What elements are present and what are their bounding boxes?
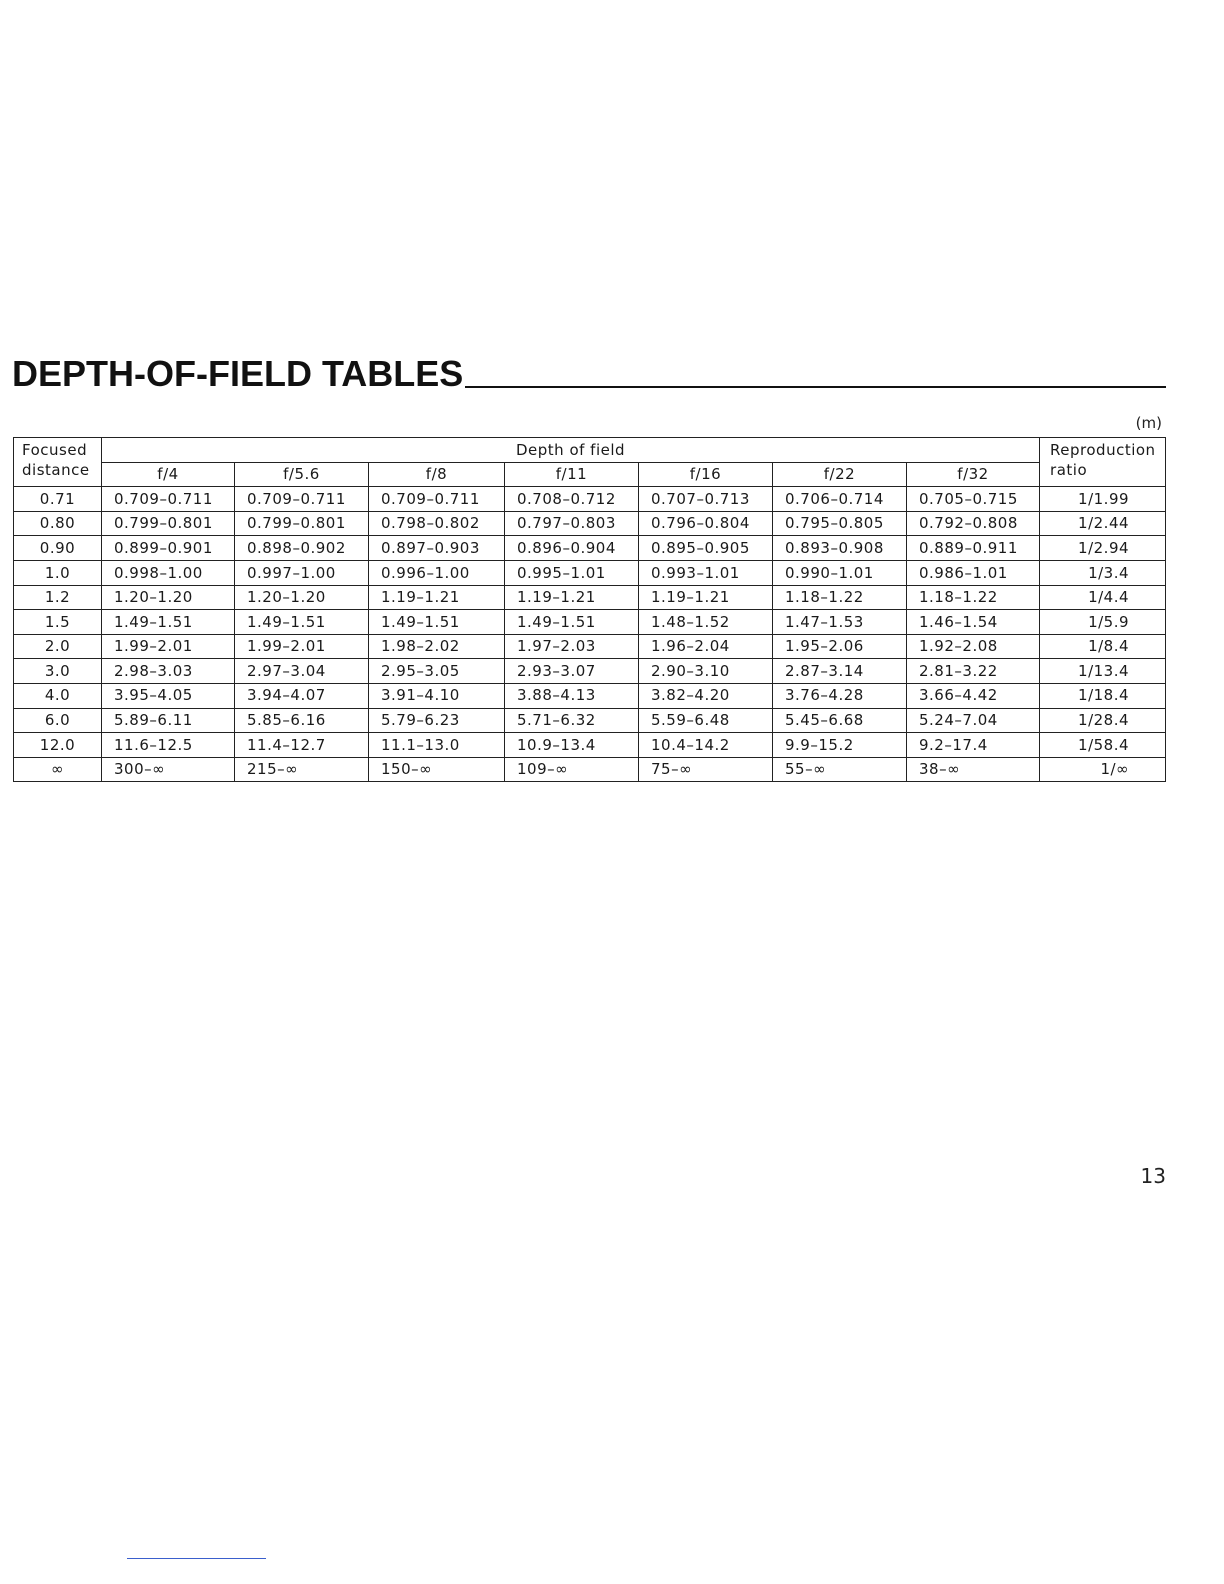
depth-range-cell: 5.89–6.11: [102, 708, 235, 733]
depth-range-cell: 1.19–1.21: [505, 585, 639, 610]
depth-range-cell: 2.95–3.05: [369, 659, 505, 684]
page-title: DEPTH-OF-FIELD TABLES: [12, 353, 464, 394]
depth-range-cell: 1.49–1.51: [369, 610, 505, 635]
focused-distance-cell: 2.0: [14, 634, 102, 659]
depth-range-cell: 2.98–3.03: [102, 659, 235, 684]
reproduction-ratio-cell: 1/8.4: [1040, 634, 1166, 659]
depth-range-cell: 9.2–17.4: [907, 733, 1040, 758]
depth-range-cell: 3.66–4.42: [907, 683, 1040, 708]
title-row: [12, 353, 1166, 394]
depth-range-cell: 1.20–1.20: [102, 585, 235, 610]
depth-range-cell: 11.4–12.7: [235, 733, 369, 758]
depth-range-cell: 11.1–13.0: [369, 733, 505, 758]
depth-range-cell: 0.708–0.712: [505, 487, 639, 512]
depth-range-cell: 0.895–0.905: [639, 536, 773, 561]
page-number: 13: [1140, 1164, 1166, 1188]
focused-distance-cell: 4.0: [14, 683, 102, 708]
depth-range-cell: 1.97–2.03: [505, 634, 639, 659]
focused-distance-cell: 1.5: [14, 610, 102, 635]
depth-range-cell: 0.899–0.901: [102, 536, 235, 561]
depth-range-cell: 0.993–1.01: [639, 560, 773, 585]
depth-range-cell: 38–∞: [907, 757, 1040, 782]
scan-line: [127, 1558, 266, 1559]
table-row: [14, 511, 1166, 536]
reproduction-ratio-header: [1040, 438, 1166, 487]
depth-range-cell: 3.88–4.13: [505, 683, 639, 708]
focused-distance-cell: 1.2: [14, 585, 102, 610]
table-row: [14, 659, 1166, 684]
aperture-header: f/5.6: [235, 462, 369, 487]
depth-range-cell: 0.990–1.01: [773, 560, 907, 585]
table-row: [14, 733, 1166, 758]
depth-range-cell: 0.792–0.808: [907, 511, 1040, 536]
unit-label: (m): [1135, 414, 1162, 432]
depth-range-cell: 0.709–0.711: [369, 487, 505, 512]
reproduction-ratio-cell: 1/13.4: [1040, 659, 1166, 684]
depth-range-cell: 1.49–1.51: [505, 610, 639, 635]
depth-range-cell: 0.896–0.904: [505, 536, 639, 561]
depth-range-cell: 3.82–4.20: [639, 683, 773, 708]
depth-of-field-table: [13, 437, 1166, 782]
depth-range-cell: 0.893–0.908: [773, 536, 907, 561]
reproduction-ratio-cell: 1/2.94: [1040, 536, 1166, 561]
depth-range-cell: 0.897–0.903: [369, 536, 505, 561]
depth-range-cell: 2.81–3.22: [907, 659, 1040, 684]
reproduction-ratio-cell: 1/28.4: [1040, 708, 1166, 733]
depth-range-cell: 11.6–12.5: [102, 733, 235, 758]
reproduction-ratio-cell: 1/∞: [1040, 757, 1166, 782]
aperture-header: f/11: [505, 462, 639, 487]
focused-distance-cell: 6.0: [14, 708, 102, 733]
table-row: [14, 585, 1166, 610]
depth-range-cell: 0.798–0.802: [369, 511, 505, 536]
depth-range-cell: 1.49–1.51: [102, 610, 235, 635]
table-row: [14, 560, 1166, 585]
reproduction-ratio-header-line1: Reproduction: [1050, 441, 1156, 459]
title-rule: [465, 386, 1166, 388]
depth-range-cell: 1.92–2.08: [907, 634, 1040, 659]
depth-range-cell: 150–∞: [369, 757, 505, 782]
aperture-header: f/22: [773, 462, 907, 487]
depth-range-cell: 5.24–7.04: [907, 708, 1040, 733]
reproduction-ratio-cell: 1/3.4: [1040, 560, 1166, 585]
table-row: [14, 757, 1166, 782]
focused-distance-cell: 1.0: [14, 560, 102, 585]
depth-range-cell: 0.795–0.805: [773, 511, 907, 536]
aperture-header: f/16: [639, 462, 773, 487]
focused-distance-cell: 3.0: [14, 659, 102, 684]
table-body: [14, 487, 1166, 782]
depth-range-cell: 0.796–0.804: [639, 511, 773, 536]
depth-range-cell: 0.705–0.715: [907, 487, 1040, 512]
depth-range-cell: 5.85–6.16: [235, 708, 369, 733]
depth-range-cell: 1.99–2.01: [235, 634, 369, 659]
reproduction-ratio-cell: 1/5.9: [1040, 610, 1166, 635]
depth-range-cell: 2.93–3.07: [505, 659, 639, 684]
depth-range-cell: 1.19–1.21: [639, 585, 773, 610]
depth-range-cell: 1.19–1.21: [369, 585, 505, 610]
depth-range-cell: 3.91–4.10: [369, 683, 505, 708]
focused-distance-cell: ∞: [14, 757, 102, 782]
depth-range-cell: 1.48–1.52: [639, 610, 773, 635]
depth-range-cell: 2.87–3.14: [773, 659, 907, 684]
reproduction-ratio-header-line2: ratio: [1050, 461, 1088, 479]
depth-range-cell: 0.996–1.00: [369, 560, 505, 585]
depth-range-cell: 0.997–1.00: [235, 560, 369, 585]
depth-range-cell: 0.707–0.713: [639, 487, 773, 512]
depth-range-cell: 5.45–6.68: [773, 708, 907, 733]
focused-distance-header-line2: distance: [22, 461, 90, 479]
aperture-header: f/8: [369, 462, 505, 487]
depth-range-cell: 2.97–3.04: [235, 659, 369, 684]
depth-range-cell: 5.79–6.23: [369, 708, 505, 733]
depth-range-cell: 0.706–0.714: [773, 487, 907, 512]
header-row-2: [14, 462, 1166, 487]
depth-range-cell: 300–∞: [102, 757, 235, 782]
reproduction-ratio-cell: 1/1.99: [1040, 487, 1166, 512]
focused-distance-cell: 0.90: [14, 536, 102, 561]
depth-range-cell: 5.71–6.32: [505, 708, 639, 733]
depth-range-cell: 3.94–4.07: [235, 683, 369, 708]
aperture-header: f/4: [102, 462, 235, 487]
aperture-header: f/32: [907, 462, 1040, 487]
depth-of-field-header: Depth of field: [102, 438, 1040, 463]
depth-range-cell: 75–∞: [639, 757, 773, 782]
reproduction-ratio-cell: 1/4.4: [1040, 585, 1166, 610]
depth-range-cell: 1.95–2.06: [773, 634, 907, 659]
depth-range-cell: 1.18–1.22: [907, 585, 1040, 610]
table-row: [14, 683, 1166, 708]
depth-range-cell: 5.59–6.48: [639, 708, 773, 733]
depth-range-cell: 0.799–0.801: [102, 511, 235, 536]
depth-range-cell: 0.709–0.711: [102, 487, 235, 512]
depth-range-cell: 0.799–0.801: [235, 511, 369, 536]
reproduction-ratio-cell: 1/18.4: [1040, 683, 1166, 708]
depth-range-cell: 1.18–1.22: [773, 585, 907, 610]
depth-range-cell: 55–∞: [773, 757, 907, 782]
depth-range-cell: 3.76–4.28: [773, 683, 907, 708]
reproduction-ratio-cell: 1/58.4: [1040, 733, 1166, 758]
depth-range-cell: 0.889–0.911: [907, 536, 1040, 561]
depth-range-cell: 1.99–2.01: [102, 634, 235, 659]
table-row: [14, 610, 1166, 635]
depth-range-cell: 10.9–13.4: [505, 733, 639, 758]
focused-distance-cell: 0.80: [14, 511, 102, 536]
table-row: [14, 487, 1166, 512]
header-row-1: [14, 438, 1166, 463]
depth-range-cell: 1.96–2.04: [639, 634, 773, 659]
table-row: [14, 634, 1166, 659]
depth-range-cell: 1.49–1.51: [235, 610, 369, 635]
depth-range-cell: 0.898–0.902: [235, 536, 369, 561]
focused-distance-header: [14, 438, 102, 487]
table-row: [14, 536, 1166, 561]
depth-range-cell: 0.998–1.00: [102, 560, 235, 585]
depth-range-cell: 9.9–15.2: [773, 733, 907, 758]
depth-range-cell: 0.797–0.803: [505, 511, 639, 536]
depth-range-cell: 0.995–1.01: [505, 560, 639, 585]
depth-range-cell: 1.47–1.53: [773, 610, 907, 635]
table-row: [14, 708, 1166, 733]
focused-distance-cell: 12.0: [14, 733, 102, 758]
depth-range-cell: 1.20–1.20: [235, 585, 369, 610]
depth-range-cell: 3.95–4.05: [102, 683, 235, 708]
depth-range-cell: 10.4–14.2: [639, 733, 773, 758]
depth-range-cell: 0.986–1.01: [907, 560, 1040, 585]
reproduction-ratio-cell: 1/2.44: [1040, 511, 1166, 536]
depth-range-cell: 2.90–3.10: [639, 659, 773, 684]
depth-range-cell: 215–∞: [235, 757, 369, 782]
depth-range-cell: 1.98–2.02: [369, 634, 505, 659]
focused-distance-cell: 0.71: [14, 487, 102, 512]
depth-range-cell: 1.46–1.54: [907, 610, 1040, 635]
depth-range-cell: 109–∞: [505, 757, 639, 782]
focused-distance-header-line1: Focused: [22, 441, 88, 459]
depth-range-cell: 0.709–0.711: [235, 487, 369, 512]
